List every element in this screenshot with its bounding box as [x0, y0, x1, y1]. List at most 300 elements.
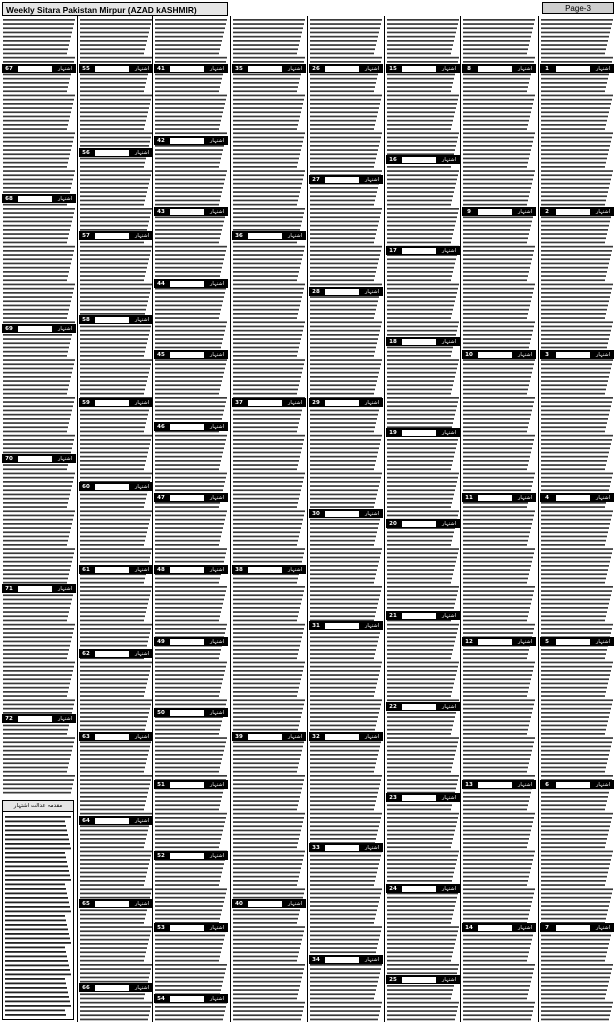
ad-header-box [170, 281, 204, 287]
ad-number: 7 [545, 924, 549, 931]
ad-label: اشتہار [210, 709, 224, 716]
ad-number: 31 [312, 622, 320, 629]
ad-label: اشتہار [135, 65, 149, 72]
ad-header-45 [154, 350, 228, 359]
ad-header-61 [79, 565, 153, 574]
ad-header-box [170, 209, 204, 215]
ad-label: اشتہار [58, 195, 72, 202]
court-notice-text-lines [3, 812, 74, 1020]
ad-label: اشتہار [518, 494, 532, 501]
ad-number: 62 [82, 650, 90, 657]
ad-header-box [402, 977, 436, 983]
column-text-lines [154, 16, 228, 1022]
ad-number: 55 [82, 65, 90, 72]
ad-header-56 [79, 148, 153, 157]
ad-header-box [478, 495, 512, 501]
ad-header-box [325, 623, 359, 629]
ad-header-box [478, 66, 512, 72]
ad-number: 16 [389, 156, 397, 163]
ad-label: اشتہار [210, 494, 224, 501]
ad-header-46 [154, 422, 228, 431]
ad-label: اشتہار [596, 494, 610, 501]
ad-number: 26 [312, 65, 320, 72]
ad-header-box [478, 209, 512, 215]
ad-label: اشتہار [442, 794, 456, 801]
column-separator [538, 16, 539, 1022]
ad-label: اشتہار [210, 137, 224, 144]
ad-number: 49 [157, 638, 165, 645]
ad-header-54 [154, 994, 228, 1003]
ad-number: 35 [235, 65, 243, 72]
ad-number: 19 [389, 429, 397, 436]
ad-number: 65 [82, 900, 90, 907]
ad-header-21 [386, 611, 460, 620]
ad-number: 52 [157, 852, 165, 859]
ad-label: اشتہار [135, 399, 149, 406]
ad-col-5 [232, 16, 306, 1022]
ad-header-57 [79, 231, 153, 240]
ad-number: 54 [157, 995, 165, 1002]
ad-label: اشتہار [365, 399, 379, 406]
ad-number: 56 [82, 149, 90, 156]
ad-header-36 [232, 231, 306, 240]
ad-header-box [556, 639, 590, 645]
ad-header-28 [309, 287, 383, 296]
ad-label: اشتہار [210, 852, 224, 859]
ad-number: 27 [312, 176, 320, 183]
ad-header-55 [79, 64, 153, 73]
ad-number: 33 [312, 844, 320, 851]
ad-col-4 [309, 16, 383, 1022]
ad-header-22 [386, 702, 460, 711]
ad-number: 63 [82, 733, 90, 740]
ad-header-37 [232, 398, 306, 407]
ad-label: اشتہار [135, 232, 149, 239]
ad-label: اشتہار [442, 65, 456, 72]
ad-number: 18 [389, 338, 397, 345]
ad-number: 45 [157, 351, 165, 358]
ad-label: اشتہار [210, 351, 224, 358]
ad-header-13 [462, 780, 536, 789]
ad-header-15 [386, 64, 460, 73]
ad-header-32 [309, 732, 383, 741]
ad-header-box [478, 352, 512, 358]
ad-header-box [95, 734, 129, 740]
ad-label: اشتہار [365, 176, 379, 183]
ad-header-72 [2, 714, 76, 723]
ad-header-18 [386, 337, 460, 346]
ad-header-8 [462, 64, 536, 73]
ad-header-box [402, 248, 436, 254]
ad-header-24 [386, 884, 460, 893]
ad-header-box [95, 66, 129, 72]
ad-header-box [325, 734, 359, 740]
ad-header-58 [79, 315, 153, 324]
ad-label: اشتہار [518, 351, 532, 358]
ad-number: 24 [389, 885, 397, 892]
ad-header-64 [79, 816, 153, 825]
ad-number: 9 [467, 208, 471, 215]
ad-header-67 [2, 64, 76, 73]
column-text-lines [232, 16, 306, 1022]
ad-label: اشتہار [518, 924, 532, 931]
column-text-lines [309, 16, 383, 1022]
ad-header-box [170, 925, 204, 931]
ad-label: اشتہار [210, 423, 224, 430]
court-notice-box [2, 800, 74, 1020]
ad-header-20 [386, 519, 460, 528]
ad-number: 23 [389, 794, 397, 801]
ad-number: 64 [82, 817, 90, 824]
ad-label: اشتہار [442, 703, 456, 710]
ad-number: 36 [235, 232, 243, 239]
ad-header-69 [2, 324, 76, 333]
ad-header-26 [309, 64, 383, 73]
ad-col-2 [462, 16, 536, 1022]
ad-header-box [170, 853, 204, 859]
ad-number: 37 [235, 399, 243, 406]
ad-header-box [248, 567, 282, 573]
ad-label: اشتہار [135, 900, 149, 907]
ad-header-box [402, 613, 436, 619]
ad-header-box [325, 177, 359, 183]
ad-number: 30 [312, 510, 320, 517]
ad-header-box [325, 289, 359, 295]
ad-number: 3 [545, 351, 549, 358]
ad-number: 51 [157, 781, 165, 788]
ad-label: اشتہار [58, 715, 72, 722]
ad-header-box [18, 66, 52, 72]
ad-label: اشتہار [288, 232, 302, 239]
ad-header-17 [386, 246, 460, 255]
ad-header-65 [79, 899, 153, 908]
ad-label: اشتہار [365, 510, 379, 517]
ad-header-box [556, 352, 590, 358]
ad-header-box [402, 430, 436, 436]
ad-label: اشتہار [442, 338, 456, 345]
ad-label: اشتہار [518, 208, 532, 215]
ad-label: اشتہار [365, 733, 379, 740]
ad-label: اشتہار [58, 65, 72, 72]
ad-header-box [170, 639, 204, 645]
ad-header-box [170, 66, 204, 72]
ad-number: 59 [82, 399, 90, 406]
ad-header-19 [386, 428, 460, 437]
ad-number: 5 [545, 638, 549, 645]
ad-number: 69 [5, 325, 13, 332]
ad-header-box [95, 651, 129, 657]
column-text-lines [79, 16, 153, 1022]
ad-header-44 [154, 279, 228, 288]
ad-header-48 [154, 565, 228, 574]
ad-number: 38 [235, 566, 243, 573]
ad-number: 50 [157, 709, 165, 716]
ad-header-box [402, 339, 436, 345]
ad-number: 25 [389, 976, 397, 983]
column-separator [152, 16, 153, 1022]
column-separator [77, 16, 78, 1022]
ad-header-63 [79, 732, 153, 741]
ad-header-5 [540, 637, 614, 646]
column-separator [384, 16, 385, 1022]
ad-label: اشتہار [596, 65, 610, 72]
ad-label: اشتہار [518, 65, 532, 72]
ad-number: 34 [312, 956, 320, 963]
ad-number: 21 [389, 612, 397, 619]
ad-header-40 [232, 899, 306, 908]
ad-header-29 [309, 398, 383, 407]
ad-header-42 [154, 136, 228, 145]
ad-label: اشتہار [210, 781, 224, 788]
ad-header-box [325, 511, 359, 517]
ad-header-box [402, 704, 436, 710]
ad-header-66 [79, 983, 153, 992]
ad-header-47 [154, 493, 228, 502]
ad-header-box [248, 400, 282, 406]
ad-header-27 [309, 175, 383, 184]
ad-number: 58 [82, 316, 90, 323]
ad-header-box [325, 845, 359, 851]
ad-header-box [248, 901, 282, 907]
ad-label: اشتہار [58, 325, 72, 332]
ad-number: 39 [235, 733, 243, 740]
ad-header-6 [540, 780, 614, 789]
ad-header-box [170, 996, 204, 1002]
ad-label: اشتہار [135, 817, 149, 824]
ad-header-52 [154, 851, 228, 860]
column-separator [307, 16, 308, 1022]
ad-label: اشتہار [288, 566, 302, 573]
ad-label: اشتہار [135, 483, 149, 490]
ad-header-53 [154, 923, 228, 932]
ad-header-box [170, 495, 204, 501]
ad-number: 2 [545, 208, 549, 215]
ad-label: اشتہار [288, 399, 302, 406]
ad-label: اشتہار [135, 149, 149, 156]
ad-header-box [18, 716, 52, 722]
ad-header-box [95, 818, 129, 824]
ad-header-50 [154, 708, 228, 717]
ad-number: 70 [5, 455, 13, 462]
ad-label: اشتہار [210, 65, 224, 72]
ad-label: اشتہار [210, 995, 224, 1002]
ad-header-box [18, 196, 52, 202]
ad-header-box [170, 567, 204, 573]
ad-header-33 [309, 843, 383, 852]
ad-header-49 [154, 637, 228, 646]
ad-number: 20 [389, 520, 397, 527]
ad-number: 68 [5, 195, 13, 202]
ad-header-box [170, 710, 204, 716]
ad-number: 60 [82, 483, 90, 490]
ad-header-23 [386, 793, 460, 802]
ad-header-box [478, 639, 512, 645]
ad-label: اشتہار [288, 733, 302, 740]
ad-header-box [170, 424, 204, 430]
ad-header-box [95, 484, 129, 490]
ad-header-16 [386, 155, 460, 164]
ad-col-6 [154, 16, 228, 1022]
ad-label: اشتہار [365, 65, 379, 72]
ad-header-box [95, 317, 129, 323]
ad-number: 48 [157, 566, 165, 573]
ad-header-box [18, 586, 52, 592]
ad-header-62 [79, 649, 153, 658]
ad-header-60 [79, 482, 153, 491]
ad-header-box [95, 150, 129, 156]
ad-number: 71 [5, 585, 13, 592]
ad-label: اشتہار [365, 622, 379, 629]
ad-label: اشتہار [135, 566, 149, 573]
ad-label: اشتہار [518, 638, 532, 645]
ad-number: 4 [545, 494, 549, 501]
ad-number: 66 [82, 984, 90, 991]
ad-header-box [402, 521, 436, 527]
ad-header-34 [309, 955, 383, 964]
ad-label: اشتہار [210, 924, 224, 931]
ad-number: 42 [157, 137, 165, 144]
ad-label: اشتہار [596, 351, 610, 358]
ad-header-box [170, 352, 204, 358]
ad-header-7 [540, 923, 614, 932]
ad-header-1 [540, 64, 614, 73]
ad-header-box [248, 233, 282, 239]
ad-label: اشتہار [442, 885, 456, 892]
ad-col-7 [79, 16, 153, 1022]
ad-header-box [478, 925, 512, 931]
ad-header-box [95, 400, 129, 406]
ad-header-38 [232, 565, 306, 574]
column-text-lines [462, 16, 536, 1022]
column-text-lines [540, 16, 614, 1022]
ad-label: اشتہار [442, 429, 456, 436]
ad-header-box [248, 66, 282, 72]
ad-number: 1 [545, 65, 549, 72]
ad-header-box [325, 400, 359, 406]
ad-header-39 [232, 732, 306, 741]
ad-label: اشتہار [442, 612, 456, 619]
ad-label: اشتہار [210, 208, 224, 215]
ad-header-box [18, 456, 52, 462]
ad-number: 41 [157, 65, 165, 72]
ad-number: 14 [465, 924, 473, 931]
column-separator [230, 16, 231, 1022]
ad-header-box [95, 901, 129, 907]
ad-label: اشتہار [135, 316, 149, 323]
ad-label: اشتہار [442, 156, 456, 163]
ad-header-box [95, 233, 129, 239]
ad-header-box [402, 886, 436, 892]
ad-label: اشتہار [596, 924, 610, 931]
ad-number: 32 [312, 733, 320, 740]
ad-number: 44 [157, 280, 165, 287]
ad-number: 40 [235, 900, 243, 907]
ad-number: 10 [465, 351, 473, 358]
ad-number: 28 [312, 288, 320, 295]
ad-header-68 [2, 194, 76, 203]
ad-number: 13 [465, 781, 473, 788]
ad-number: 72 [5, 715, 13, 722]
ad-label: اشتہار [596, 781, 610, 788]
ad-header-box [478, 782, 512, 788]
ad-number: 67 [5, 65, 13, 72]
ad-header-box [170, 138, 204, 144]
ad-number: 6 [545, 781, 549, 788]
ad-number: 57 [82, 232, 90, 239]
ad-header-12 [462, 637, 536, 646]
ad-label: اشتہار [365, 288, 379, 295]
ad-header-3 [540, 350, 614, 359]
ad-number: 29 [312, 399, 320, 406]
ad-label: اشتہار [210, 280, 224, 287]
ad-header-box [325, 957, 359, 963]
ad-label: اشتہار [288, 900, 302, 907]
ad-label: اشتہار [210, 638, 224, 645]
ad-label: اشتہار [442, 976, 456, 983]
ad-header-box [248, 734, 282, 740]
ad-header-30 [309, 509, 383, 518]
ad-header-box [95, 985, 129, 991]
ad-number: 47 [157, 494, 165, 501]
ad-header-51 [154, 780, 228, 789]
ad-label: اشتہار [596, 208, 610, 215]
ad-header-70 [2, 454, 76, 463]
ad-header-11 [462, 493, 536, 502]
ad-number: 15 [389, 65, 397, 72]
ad-header-box [402, 66, 436, 72]
ad-col-3 [386, 16, 460, 1022]
ad-header-box [556, 782, 590, 788]
ad-number: 17 [389, 247, 397, 254]
ad-label: اشتہار [596, 638, 610, 645]
ad-number: 22 [389, 703, 397, 710]
ad-number: 61 [82, 566, 90, 573]
ad-header-box [556, 209, 590, 215]
page-number: Page-3 [542, 2, 614, 14]
ad-label: اشتہار [365, 844, 379, 851]
ad-number: 8 [467, 65, 471, 72]
ad-header-box [402, 795, 436, 801]
ad-header-35 [232, 64, 306, 73]
ad-header-box [556, 925, 590, 931]
ad-label: اشتہار [135, 733, 149, 740]
ad-header-14 [462, 923, 536, 932]
ad-label: اشتہار [58, 585, 72, 592]
ad-header-31 [309, 621, 383, 630]
ad-header-box [556, 66, 590, 72]
ad-header-box [95, 567, 129, 573]
ad-header-box [170, 782, 204, 788]
ad-number: 46 [157, 423, 165, 430]
masthead-title: Weekly Sitara Pakistan Mirpur (AZAD kASHMIR) [2, 2, 228, 16]
ad-header-box [325, 66, 359, 72]
ad-label: اشتہار [288, 65, 302, 72]
ad-header-25 [386, 975, 460, 984]
court-notice-title: مقدمہ عدالت اشتہار [3, 801, 73, 812]
column-separator [460, 16, 461, 1022]
ad-header-2 [540, 207, 614, 216]
ad-number: 12 [465, 638, 473, 645]
ad-label: اشتہار [58, 455, 72, 462]
ad-label: اشتہار [442, 520, 456, 527]
ad-label: اشتہار [210, 566, 224, 573]
ad-header-43 [154, 207, 228, 216]
ad-number: 43 [157, 208, 165, 215]
ad-header-4 [540, 493, 614, 502]
ad-header-box [402, 157, 436, 163]
ad-header-9 [462, 207, 536, 216]
ad-label: اشتہار [442, 247, 456, 254]
